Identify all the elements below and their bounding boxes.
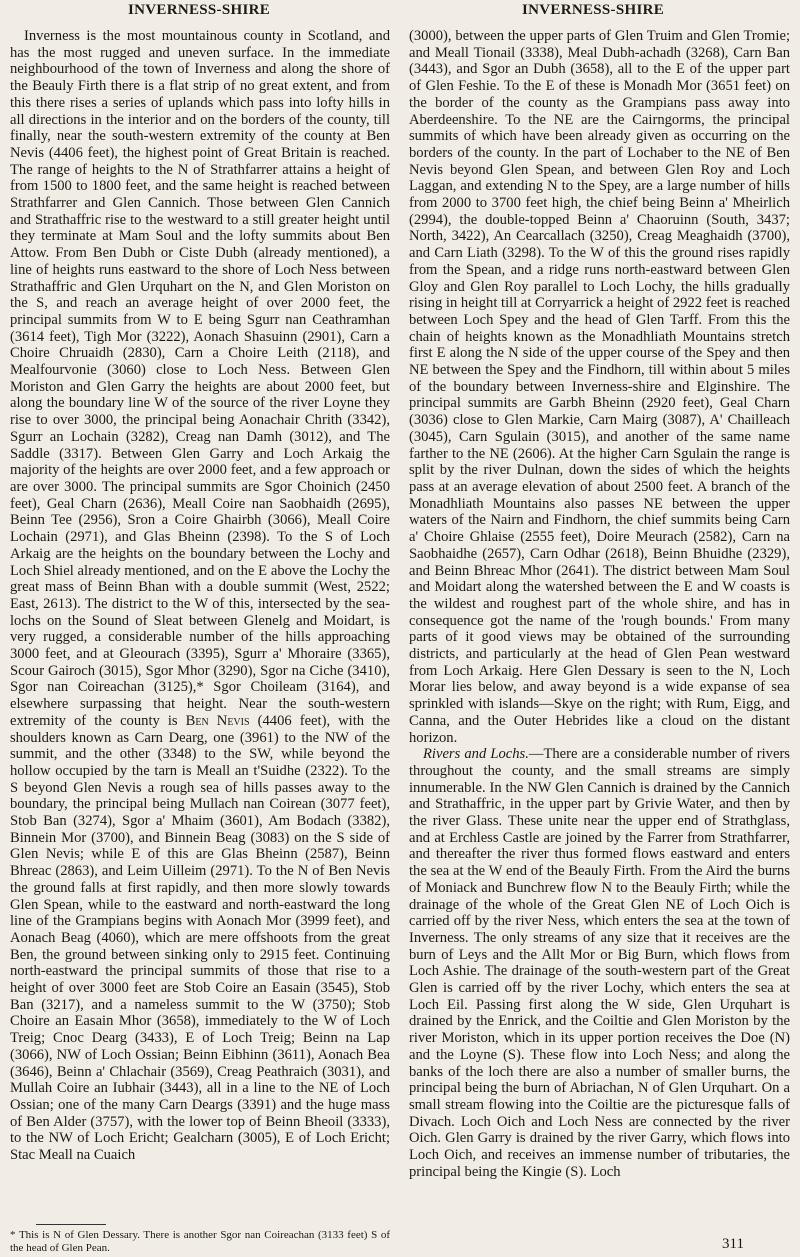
left-column	[10, 28, 390, 1164]
footnote-rule	[36, 1224, 106, 1225]
section-heading-rivers-and-lochs: Rivers and Lochs.	[423, 746, 529, 763]
ben-nevis-smallcaps: Ben Nevis	[185, 712, 250, 729]
rivers-and-lochs-text: —There are a considerable number of rivers throughout the county, and the small streams are simply innumerable. In the NW Glen Cannich is drained by the Cannich and Strathaffric, in the upper part by Grivie Water, and then by the river Glass. These unite near the upper end of Strathglass, and at Erchless Castle are joined by the Farrer from Strathfarrer, and thereafter the river thus formed flows eastward and enters the sea at the W end of the Beauly Firth. From the Aird the burns of Moniack and Bunchrew flow N to the Beauly Firth; while the drainage of the whole of the Great Glen NE of Loch Oich is carried off by the river Ness, which enters the sea at the town of Inverness. The only streams of any size that it receives are the burn of Leys and the Allt Mor or Big Burn, which flows from Loch Ashie. The drainage of the south-western part of the Great Glen is carried off by the river Lochy, which enters the sea at Loch Eil. Passing first along the W side, Glen Urquhart is drained by the Enrick, and the Coiltie and Glen Moriston by the river Moriston, which in its upper portion receives the Doe (N) and the Loyne (S). These flow into Loch Ness; and along the banks of the loch there are also a number of smaller burns, the principal being the burn of Abriachan, N of Glen Urquhart. On a small stream flowing into the Coiltie are the picturesque falls of Divach. Loch Oich and Loch Ness are connected by the river Oich. Glen Garry is drained by the river Garry, which flows into Loch Oich, and receives an immense number of tributaries, the principal being the Kingie (S). Loch	[409, 746, 790, 1180]
footnote: * This is N of Glen Dessary. There is another Sgor nan Coireachan (3133 feet) S of the head of Glen Pean.	[10, 1229, 390, 1254]
left-paragraph-text: Inverness is the most mountainous county in Scotland, and has the most rugged and uneven surface. In the immediate neighbourhood of the town of Inverness and along the shore of the Beauly Firth there is a flat strip of no great extent, and from this there rises a series of uplands which pass into lofty hills in all directions in the interior and on the borders of the county, till finally, near the south-western extremity of the county at Ben Nevis (4406 feet), the highest point of Great Britain is reached. The range of heights to the N of Strathfarrer attains a height of from 1500 to 1800 feet, and the same height is reached between Strathfarrer and Glen Cannich. Those between Glen Cannich and Strathaffric rise to the westward to a still greater height until they terminate at Mam Soul and the lofty summits about Ben Attow. From Ben Dubh or Ciste Dubh (already mentioned), a line of heights runs eastward to the shore of Loch Ness between Strathaffric and Glen Urquhart on the N, and Glen Moriston on the S, and reach an average height of over 2000 feet, the principal summits from W to E being Sgurr nan Ceathramhan (3614 feet), Tigh Mor (3222), Aonach Shasuinn (2901), Carn a Choire Chruaidh (2830), Carn a Choire Leith (2118), and Mealfourvonie (3060) close to Loch Ness. Between Glen Moriston and Glen Garry the heights are about 2000 feet, but along the boundary line W of the source of the river Loyne they rise to over 3000, the principal being Aonachair Chrith (3342), Sgurr an Lochain (3282), Creag nan Damh (3012), and The Saddle (3317). Between Glen Garry and Loch Arkaig the majority of the heights are over 2000 feet, and a few approach or are over 3000. The principal summits are Sgor Choinich (2450 feet), Geal Charn (2636), Meall Coire nan Saobhaidh (2695), Beinn Tee (2956), Sron a Coire Ghairbh (3066), Meall Coire Lochain (2971), and Glas Bheinn (2398). To the S of Loch Arkaig are the heights on the boundary between the Lochy and Loch Shiel already mentioned, and on the E above the Lochy the great mass of Beinn Bhan with a double summit (West, 2522; East, 2613). The district to the W of this, intersected by the sea-lochs on the Sound of Sleat between Glenelg and Moidart, is very rugged, a considerable number of the hills approaching 3000 feet, and at Gleourach (3395), Sgurr a' Mhoraire (3365), Scour Gairoch (3015), Sgor Mhor (3290), Sgor na Ciche (3410), Sgor nan Coireachan (3125),* Sgor Choileam (3164), and elsewhere surpassing that height. Near the south-western extremity of the county is	[10, 28, 390, 729]
left-paragraph	[10, 28, 390, 1164]
left-paragraph-continuation: (4406 feet), with the shoulders known as Carn Dearg, one (3961) to the NW of the summit, and the other (3348) to the SW, while beyond the hollow occupied by the tarn is Meall an t'Suidhe (2322). To the S beyond Glen Nevis a rough sea of hills passes away to the boundary, the principal being Mullach nan Coirean (3077 feet), Stob Ban (3274), Sgor a' Mhaim (3601), Am Bodach (3382), Binnein Mor (3700), and Binnein Beag (3083) on the S side of Glen Nevis; while E of this are Glas Bheinn (2587), Beinn Bhreac (2863), and Leim Uilleim (2971). To the N of Ben Nevis the ground falls at first rapidly, and then more slowly towards Glen Spean, while to the eastward and north-eastward the long line of the Grampians begins with Aonach Mor (3999 feet), and Aonach Beag (4060), which are mere offshoots from the great Ben, the ground between sinking only to 2915 feet. Continuing north-eastward the principal summits of those that rise to a height of over 3000 feet are Stob Coire an Easain (3545), Stob Ban (3217), and a nameless summit to the W (3750); Stob Choire an Easain Mhor (3658), immediately to the W of Loch Treig; Cnoc Dearg (3433), E of Loch Treig; Beinn na Lap (3066), NW of Loch Ossian; Beinn Eibhinn (3611), Aonach Bea (3646), Beinn a' Chlachair (3569), Creag Peathraich (3031), and Mullah Coire an Iubhair (3443), all in a line to the NE of Loch Ossian; one of the many Carn Deargs (3391) and the huge mass of Ben Alder (3757), with the lower top of Beinn Bheoil (3333), to the NW of Loch Ericht; Gealcharn (3005), E of Loch Ericht; Stac Meall na Cuaich	[10, 712, 390, 1164]
right-column	[409, 28, 790, 1181]
running-header-left: INVERNESS-SHIRE	[128, 2, 271, 18]
running-header-right: INVERNESS-SHIRE	[522, 2, 665, 18]
right-paragraph-continued: (3000), between the upper parts of Glen Truim and Glen Tromie; and Meall Tionail (3338), Meal Dubh-achadh (3268), Carn Ban (3443), and Sgor an Dubh (3658), all to the E of the upper part of Glen Feshie. To the E of these is Monadh Mor (3651 feet) on the border of the county as the Grampians pass away into Aberdeenshire. To the NE are the Cairngorms, the principal summits of which have been already given as occurring on the borders of the county. In the part of Lochaber to the NE of Ben Nevis beyond Glen Spean, and between Glen Roy and Loch Laggan, and extending N to the Spey, are a large number of hills from 2000 to 3700 feet high, the chief being Beinn a' Mheirlich (2994), the double-topped Beinn a' Chaoruinn (South, 3437; North, 3422), An Cearcallach (3250), Creag Meaghaidh (3700), and Carn Liath (3298). To the W of this the ground rises rapidly from the Spean, and a ridge runs north-eastward between Glen Gloy and Glen Roy parallel to Loch Lochy, the hills gradually rising in height till at Corryarrick a height of 2922 feet is reached between Loch Spey and the head of Glen Tarff. From this the chain of heights known as the Monadhliath Mountains stretch first E along the N side of the upper course of the Spey and then NE between the Spey and the Findhorn, till within about 5 miles of the boundary between Inverness-shire and Elginshire. The principal summits are Garbh Bheinn (2920 feet), Geal Charn (3036) close to Glen Markie, Carn Mairg (3087), A' Chailleach (3045), Carn Sgulain (3015), and another of the same name farther to the NE (2606). At the higher Carn Sgulain the range is split by the river Dulnan, down the sides of which the heights pass at an average elevation of about 2500 feet. A branch of the Monadhliath Mountains also passes NE between the upper waters of the Nairn and Findhorn, the chief summits being Carn a' Choire Ghlaise (2555 feet), Doire Meurach (2582), Carn na Saobhaidhe (2657), Carn Odhar (2618), Beinn Bhuidhe (2329), and Beinn Bhreac Mhor (2641). The district between Mam Soul and Moidart along the watershed between the E and W coasts is the wildest and roughest part of the whole shire, and has in consequence got the name of the 'rough bounds.' From many parts of it good views may be obtained of the surrounding districts, and particularly at the head of Glen Pean westward from Loch Arkaig. Here Glen Dessary is seen to the N, Loch Morar lies below, and away beyond is a wide expanse of sea sprinkled with islands—Skye on the right; with Rum, Eigg, and Canna, and the Outer Hebrides like a cloud on the distant horizon.	[409, 28, 790, 746]
rivers-and-lochs-paragraph	[409, 746, 790, 1180]
page-number: 311	[722, 1236, 744, 1252]
